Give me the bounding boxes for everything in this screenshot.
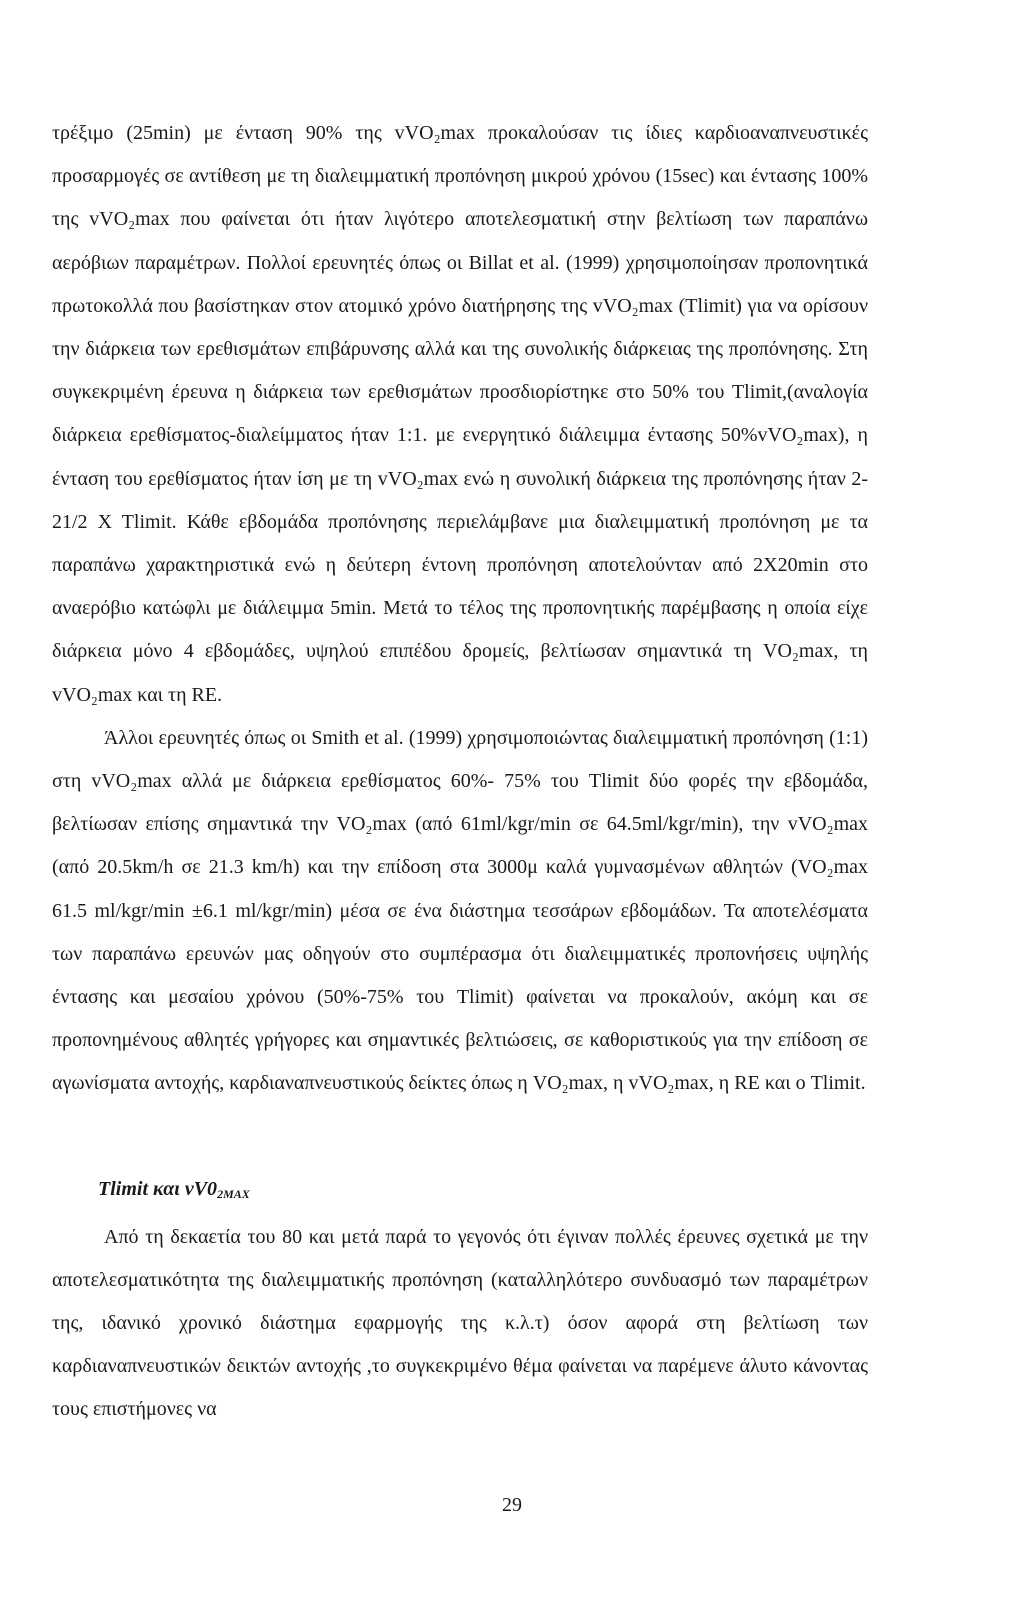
body-paragraph-3: Από τη δεκαετία του 80 και μετά παρά το γεγονός ότι έγιναν πολλές έρευνες σχετικά με την αποτελεσματικότητα της διαλειμματικής προπόνηση (καταλληλότερο συνδυασμό των παραμέτρων της, ιδανικό χρονικό διάστημα εφαρμογής της κ.λ.τ) όσον αφορά στη βελτίωση των καρδιαναπνευστικών δεικτών αντοχής ,το συγκεκριμένο θέμα φαίνεται να παρέμενε άλυτο κάνοντας τους επιστήμονες να [52, 1225, 868, 1421]
document-page [52, 112, 868, 1432]
section-heading-text: Tlimit και vV0 [98, 1177, 218, 1200]
section-heading-subscript: 2MAX [217, 1186, 250, 1201]
body-paragraph-2: Άλλοι ερευνητές όπως οι Smith et al. (1999) χρησιμοποιώντας διαλειμματική προπόνηση (1:1) στη vVO₂max αλλά με διάρκεια ερεθίσματος 60%- 75% του Tlimit δύο φορές την εβδομάδα, βελτίωσαν επίσης σημαντικά την VO₂max (από 61ml/kgr/min σε 64.5ml/kgr/min), την vVO₂max (από 20.5km/h σε 21.3 km/h) και την επίδοση στα 3000μ καλά γυμνασμένων αθλητών (VO₂max 61.5 ml/kgr/min ±6.1 ml/kgr/min) μέσα σε ένα διάστημα τεσσάρων εβδομάδων. Τα αποτελέσματα των παραπάνω ερευνών μας οδηγούν στο συμπέρασμα ότι διαλειμματικές προπονήσεις υψηλής έντασης και μεσαίου χρόνου (50%-75% του Tlimit) φαίνεται να προκαλούν, ακόμη και σε προπονημένους αθλητές γρήγορες και σημαντικές βελτιώσεις, σε καθοριστικούς για την επίδοση σε αγωνίσματα αντοχής, καρδιαναπνευστικούς δείκτες όπως η VO₂max, η vVO₂max, η RE και ο Tlimit. [52, 726, 868, 1095]
body-paragraph-1: τρέξιμο (25min) με ένταση 90% της vVO₂max προκαλούσαν τις ίδιες καρδιοαναπνευστικές προσαρμογές σε αντίθεση με τη διαλειμματική προπόνηση μικρού χρόνου (15sec) και έντασης 100% της vVO₂max που φαίνεται ότι ήταν λιγότερο αποτελεσματική στην βελτίωση των παραπάνω αερόβιων παραμέτρων. Πολλοί ερευνητές όπως οι Billat et al. (1999) χρησιμοποίησαν προπονητικά πρωτοκολλά που βασίστηκαν στον ατομικό χρόνο διατήρησης της vVO₂max (Tlimit) για να ορίσουν την διάρκεια των ερεθισμάτων επιβάρυνσης αλλά και της συνολικής διάρκειας της προπόνησης. Στη συγκεκριμένη έρευνα η διάρκεια των ερεθισμάτων προσδιορίστηκε στο 50% του Tlimit,(αναλογία διάρκεια ερεθίσματος-διαλείμματος ήταν 1:1. με ενεργητικό διάλειμμα έντασης 50%vVO₂max), η ένταση του ερεθίσματος ήταν ίση με τη vVO₂max ενώ η συνολική διάρκεια της προπόνησης ήταν 2-21/2 X Tlimit. Κάθε εβδομάδα προπόνησης περιελάμβανε μια διαλειμματική προπόνηση με τα παραπάνω χαρακτηριστικά ενώ η δεύτερη έντονη προπόνηση αποτελούνταν από 2X20min στο αναερόβιο κατώφλι με διάλειμμα 5min. Μετά το τέλος της προπονητικής παρέμβασης η οποία είχε διάρκεια μόνο 4 εβδομάδες, υψηλού επιπέδου δρομείς, βελτίωσαν σημαντικά τη VO₂max, τη vVO₂max και τη RE. [52, 122, 868, 706]
page-number: 29 [502, 1494, 522, 1516]
section-heading [52, 1168, 868, 1216]
